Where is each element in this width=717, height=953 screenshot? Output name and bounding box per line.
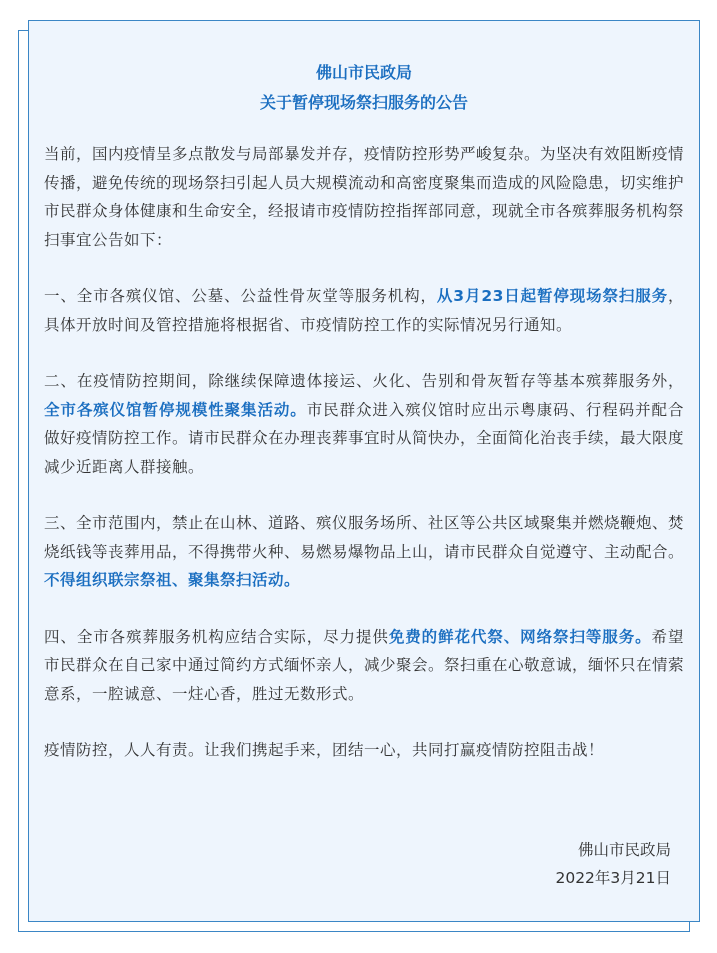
item-4-text-rest: 希望市民群众在自己家中通过简约方式缅怀亲人，减少聚会。祭扫重在心敬意诚，缅怀只在情萦意系，一腔诚意、一炷心香，胜过无数形式。 [44, 627, 685, 703]
signature-date: 2022年3月21日 [555, 869, 671, 887]
item-2-paragraph [44, 367, 684, 481]
item-4-text: 四、全市各殡葬服务机构应结合实际，尽力提供 [44, 627, 389, 646]
notice-title: 关于暂停现场祭扫服务的公告 [259, 93, 468, 112]
item-2-text-rest: 市民群众进入殡仪馆时应出示粤康码、行程码并配合做好疫情防控工作。请市民群众在办理丧葬事宜时从简快办，全面简化治丧手续，最大限度减少近距离人群接触。 [44, 400, 685, 476]
notice-heading [44, 58, 684, 118]
signature-block [555, 836, 671, 892]
item-4-paragraph [44, 623, 684, 709]
item-1-paragraph [44, 282, 684, 339]
item-1-text-rest: ，具体开放时间及管控措施将根据省、市疫情防控工作的实际情况另行通知。 [44, 287, 684, 334]
item-1-text: 一、全市各殡仪馆、公墓、公益性骨灰堂等服务机构， [44, 287, 437, 305]
item-3-highlight: 不得组织联宗祭祖、聚集祭扫活动。 [44, 571, 301, 589]
item-3-text: 三、全市范围内，禁止在山林、道路、殡仪服务场所、社区等公共区域聚集并燃烧鞭炮、焚烧纸钱等丧葬用品，不得携带火种、易燃易爆物品上山，请市民群众自觉遵守、主动配合。 [44, 514, 685, 561]
item-2-highlight: 全市各殡仪馆暂停规模性聚集活动。 [44, 400, 307, 419]
closing-paragraph: 疫情防控，人人有责。让我们携起手来，团结一心，共同打赢疫情防控阻击战！ [44, 741, 605, 759]
intro-paragraph: 当前，国内疫情呈多点散发与局部暴发并存，疫情防控形势严峻复杂。为坚决有效阻断疫情传播，避免传统的现场祭扫引起人员大规模流动和高密度聚集而造成的风险隐患，切实维护市民群众身体健康和生命安全，经报请市疫情防控指挥部同意，现就全市各殡葬服务机构祭扫事宜公告如下： [44, 145, 685, 249]
item-2-text: 二、在疫情防控期间，除继续保障遗体接运、火化、告别和骨灰暂存等基本殡葬服务外， [44, 372, 684, 390]
item-1-highlight: 从3月23日起暂停现场祭扫服务 [436, 287, 668, 305]
signature-org: 佛山市民政局 [577, 841, 671, 859]
notice-content [44, 58, 684, 793]
item-3-paragraph [44, 509, 684, 595]
item-4-highlight: 免费的鲜花代祭、网络祭扫等服务。 [388, 627, 652, 646]
issuer-title: 佛山市民政局 [315, 63, 412, 82]
